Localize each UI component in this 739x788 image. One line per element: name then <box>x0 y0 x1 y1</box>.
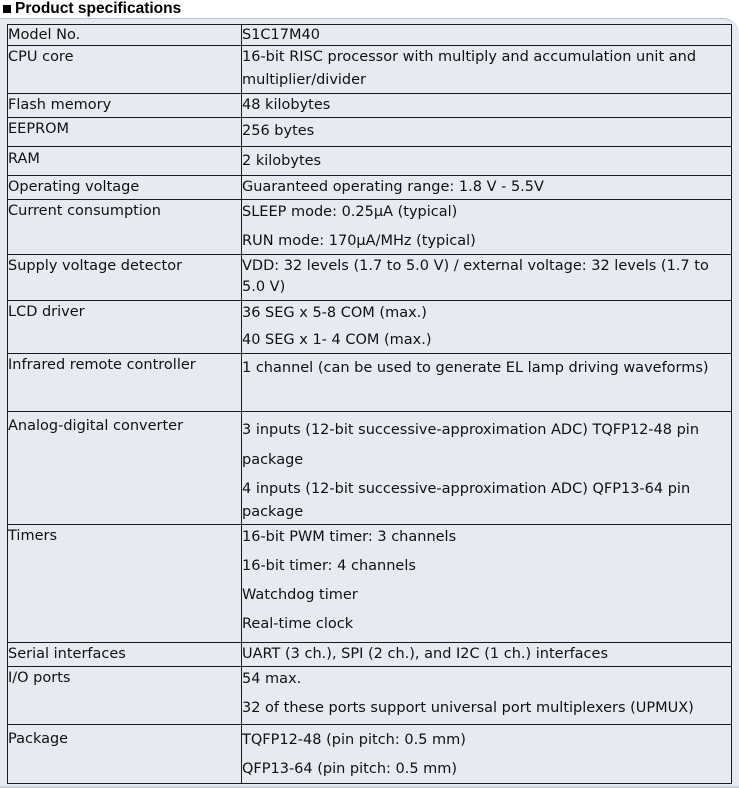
spec-value-line: 32 of these ports support universal port multiplexers (UPMUX) <box>242 700 694 716</box>
spec-value-line: 54 max. <box>242 671 302 687</box>
spec-value <box>242 643 732 667</box>
spec-row-serial-interfaces <box>8 643 732 667</box>
spec-row-model-no <box>8 25 732 46</box>
spec-value <box>242 301 732 354</box>
spec-label: Package <box>8 725 242 784</box>
spec-label: Current consumption <box>8 200 242 255</box>
spec-value-line: Guaranteed operating range: 1.8 V - 5.5V <box>242 179 544 195</box>
specifications-panel <box>0 18 739 788</box>
spec-value <box>242 46 732 94</box>
spec-label: LCD driver <box>8 301 242 354</box>
spec-value <box>242 147 732 176</box>
spec-value <box>242 667 732 725</box>
spec-value-line: 16-bit timer: 4 channels <box>242 558 416 574</box>
spec-value-line: 1 channel (can be used to generate EL lamp driving waveforms) <box>242 360 709 376</box>
spec-value <box>242 176 732 200</box>
spec-label: CPU core <box>8 46 242 94</box>
spec-value-line: 16-bit RISC processor with multiply and accumulation unit and multiplier/divider <box>242 49 697 88</box>
spec-value-line: Watchdog timer <box>242 587 358 603</box>
spec-row-supply-voltage-detector <box>8 255 732 301</box>
spec-label: Timers <box>8 525 242 643</box>
spec-value-line: UART (3 ch.), SPI (2 ch.), and I2C (1 ch.) interfaces <box>242 646 609 662</box>
spec-row-package <box>8 725 732 784</box>
spec-row-analog-digital-converter <box>8 412 732 525</box>
spec-value-line: 3 inputs (12-bit successive-approximation ADC) TQFP12-48 pin package <box>242 422 700 468</box>
spec-label: RAM <box>8 147 242 176</box>
spec-row-current-consumption <box>8 200 732 255</box>
spec-value <box>242 525 732 643</box>
spec-value-line: 256 bytes <box>242 123 315 139</box>
spec-label: Model No. <box>8 25 242 46</box>
spec-row-cpu-core <box>8 46 732 94</box>
spec-label: I/O ports <box>8 667 242 725</box>
spec-row-ram <box>8 147 732 176</box>
spec-value-line: 4 inputs (12-bit successive-approximation ADC) QFP13-64 pin package <box>242 481 691 520</box>
spec-label: Serial interfaces <box>8 643 242 667</box>
spec-value <box>242 118 732 147</box>
spec-row-eeprom <box>8 118 732 147</box>
spec-label: Flash memory <box>8 94 242 118</box>
spec-row-operating-voltage <box>8 176 732 200</box>
spec-value-line: VDD: 32 levels (1.7 to 5.0 V) / external voltage: 32 levels (1.7 to 5.0 V) <box>242 258 709 295</box>
square-bullet-icon <box>3 5 11 13</box>
spec-value <box>242 412 732 525</box>
spec-value-line: 36 SEG x 5-8 COM (max.) <box>242 305 427 321</box>
spec-value-line: 40 SEG x 1- 4 COM (max.) <box>242 332 432 348</box>
spec-value <box>242 94 732 118</box>
spec-row-timers <box>8 525 732 643</box>
spec-label: Operating voltage <box>8 176 242 200</box>
spec-value <box>242 725 732 784</box>
spec-value-line: 48 kilobytes <box>242 97 331 113</box>
spec-value-line: TQFP12-48 (pin pitch: 0.5 mm) <box>242 732 466 748</box>
spec-value <box>242 25 732 46</box>
spec-label: Infrared remote controller <box>8 354 242 412</box>
spec-value-line: RUN mode: 170μA/MHz (typical) <box>242 233 476 249</box>
section-title: Product specifications <box>15 0 182 17</box>
spec-value-line: S1C17M40 <box>242 27 320 43</box>
spec-row-io-ports <box>8 667 732 725</box>
spec-value-line: Real-time clock <box>242 616 354 632</box>
spec-label: EEPROM <box>8 118 242 147</box>
spec-value <box>242 200 732 255</box>
spec-value <box>242 255 732 301</box>
spec-value-line: QFP13-64 (pin pitch: 0.5 mm) <box>242 761 458 777</box>
spec-label: Analog-digital converter <box>8 412 242 525</box>
spec-value-line: SLEEP mode: 0.25μA (typical) <box>242 204 458 220</box>
spec-value-line: 16-bit PWM timer: 3 channels <box>242 529 457 545</box>
spec-value-line: 2 kilobytes <box>242 153 322 169</box>
spec-label: Supply voltage detector <box>8 255 242 301</box>
specifications-table <box>7 24 732 784</box>
spec-row-flash-memory <box>8 94 732 118</box>
spec-row-lcd-driver <box>8 301 732 354</box>
spec-row-infrared-remote-controller <box>8 354 732 412</box>
spec-value <box>242 354 732 412</box>
section-heading <box>0 0 181 18</box>
